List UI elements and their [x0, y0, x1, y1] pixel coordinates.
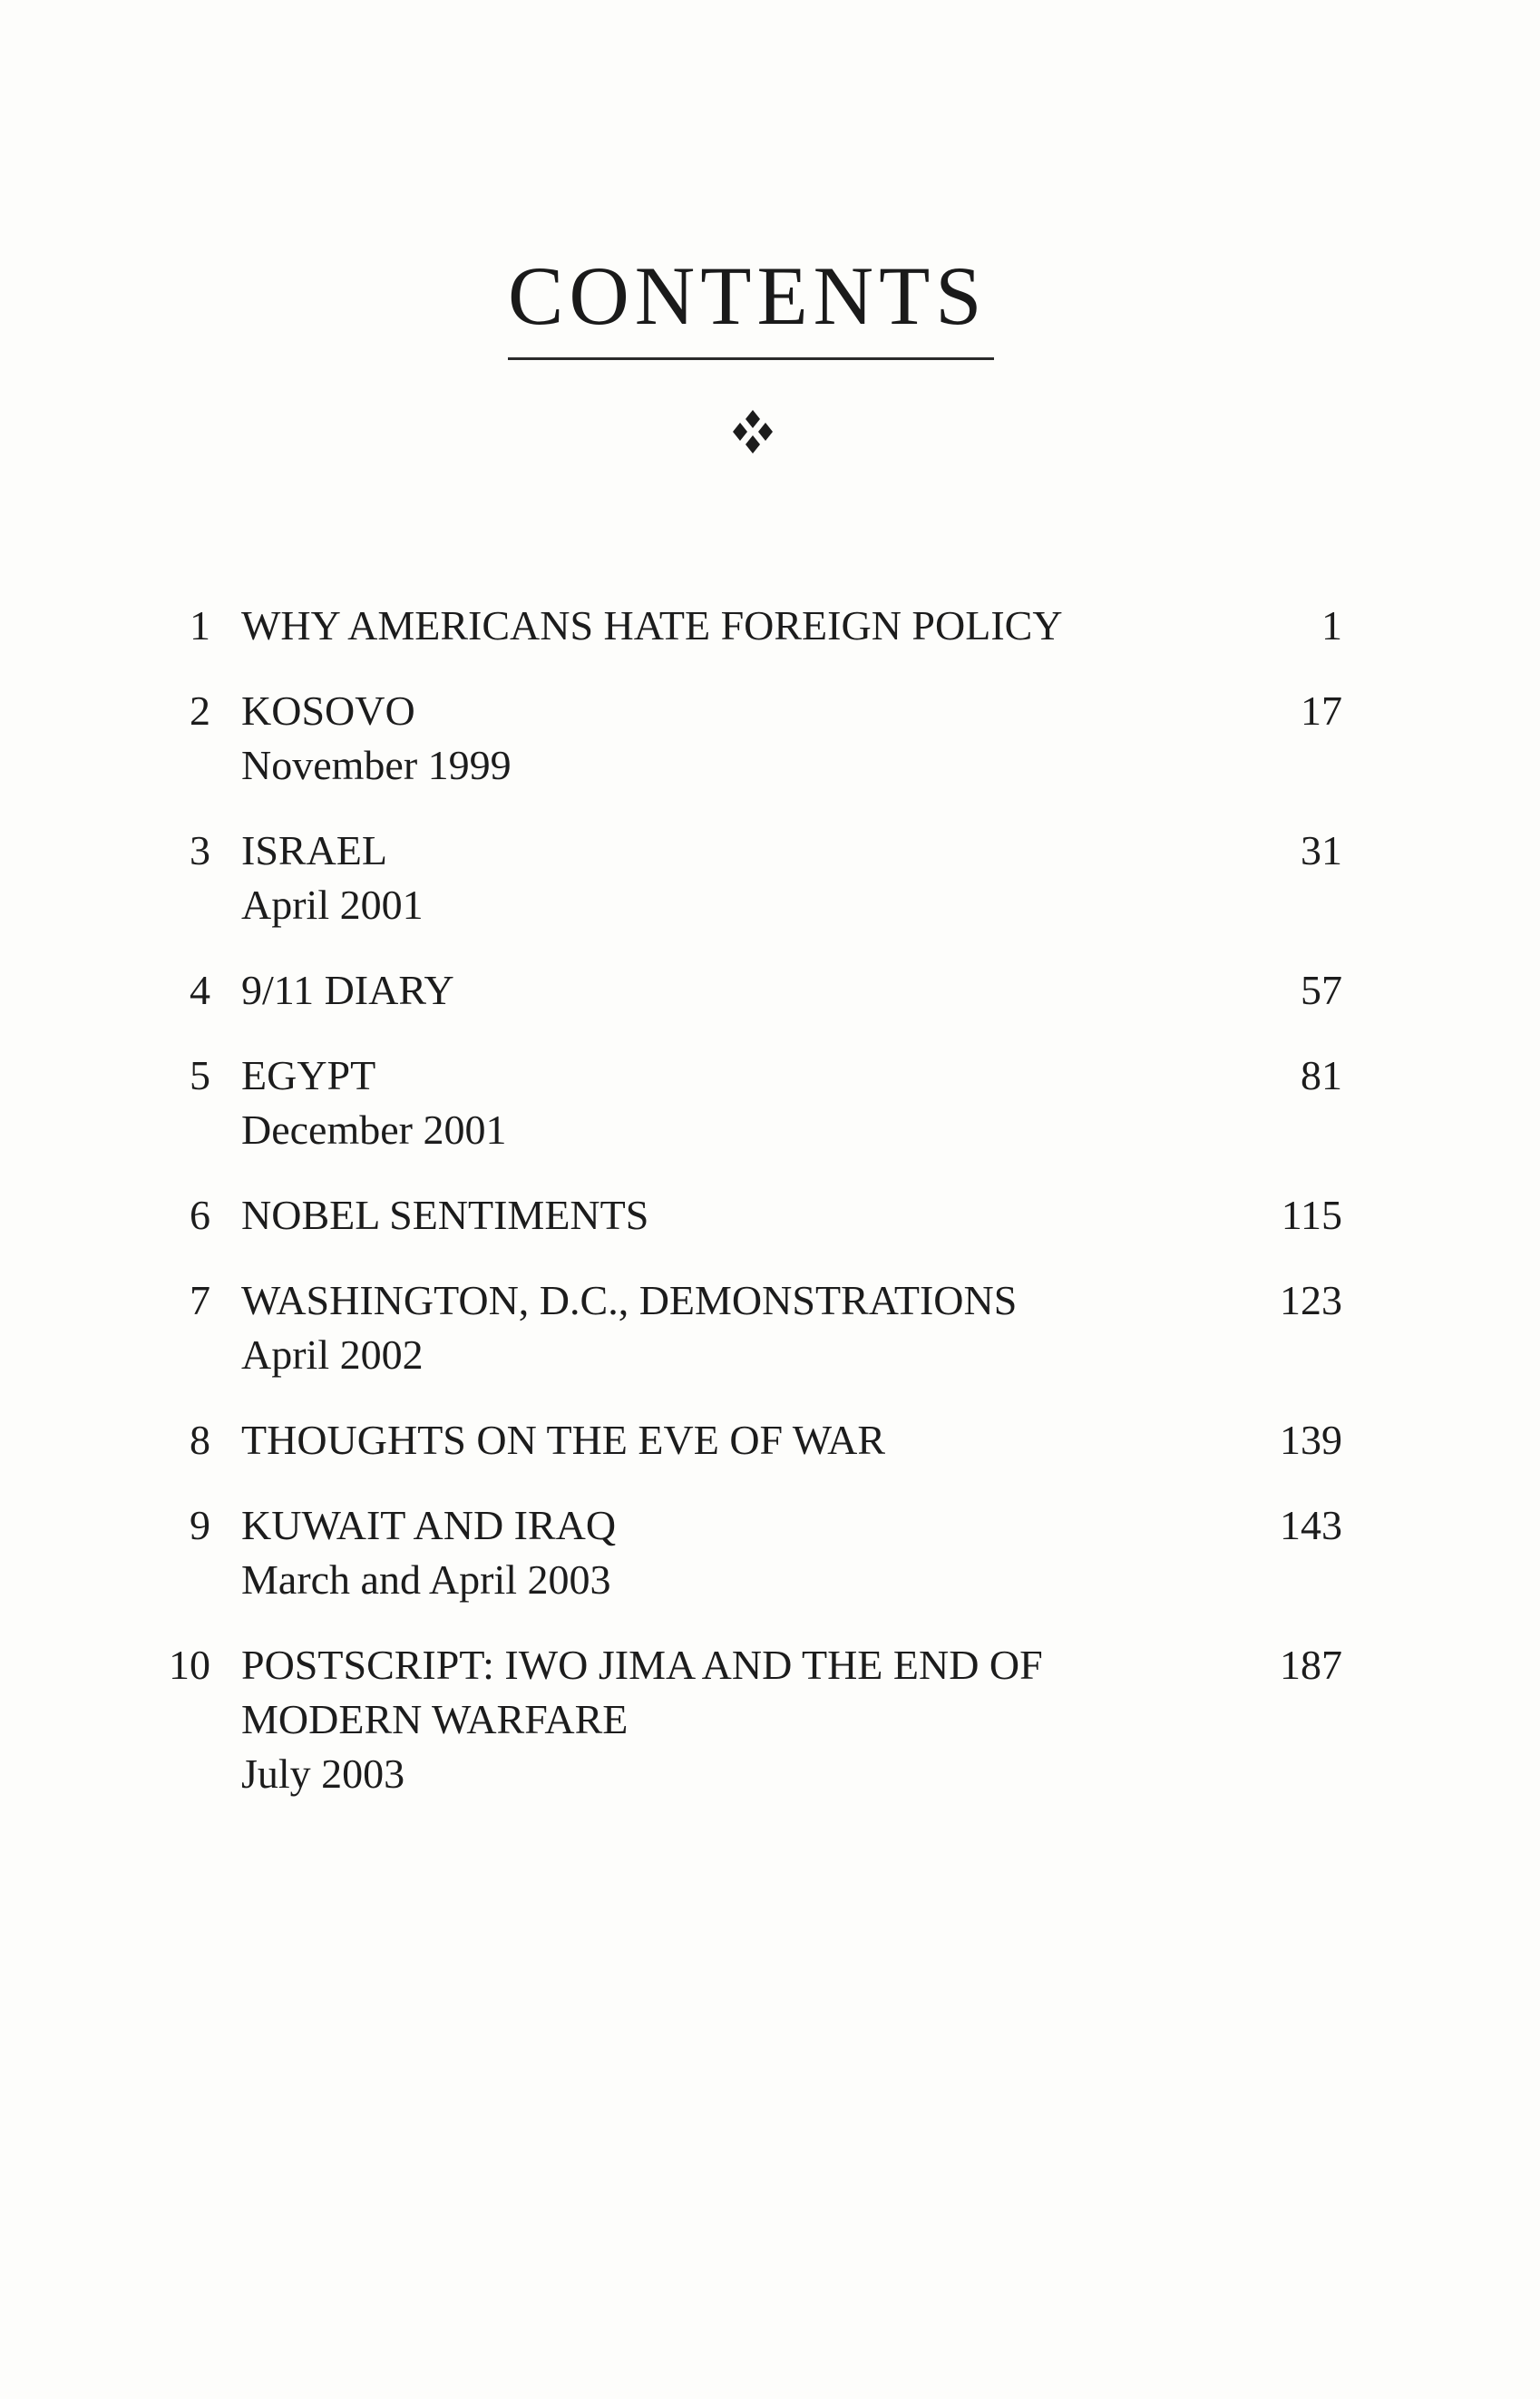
toc-entry [154, 1638, 1342, 1801]
chapter-title: EGYPT [241, 1052, 376, 1098]
page-title: CONTENTS [508, 249, 988, 342]
page-number: 187 [1280, 1642, 1342, 1688]
chapter-title: POSTSCRIPT: IWO JIMA AND THE END OF MODERN WARFARE [241, 1642, 1043, 1742]
chapter-date: April 2002 [241, 1331, 424, 1378]
toc-entry [154, 599, 1342, 653]
chapter-number: 8 [190, 1417, 210, 1463]
toc-entry [154, 963, 1342, 1018]
page-number: 139 [1280, 1417, 1342, 1463]
toc-entry [154, 824, 1342, 932]
toc-entry [154, 1048, 1342, 1157]
page-number: 143 [1280, 1502, 1342, 1548]
page-number: 81 [1301, 1052, 1342, 1098]
table-of-contents [154, 599, 1342, 1832]
chapter-title: 9/11 DIARY [241, 967, 454, 1013]
page-number: 17 [1301, 688, 1342, 734]
chapter-date: April 2001 [241, 882, 424, 928]
page-number: 57 [1301, 967, 1342, 1013]
toc-entry [154, 1273, 1342, 1382]
chapter-title: WASHINGTON, D.C., DEMONSTRATIONS [241, 1277, 1018, 1323]
chapter-title: WHY AMERICANS HATE FOREIGN POLICY [241, 602, 1063, 649]
toc-entry [154, 684, 1342, 793]
chapter-number: 2 [190, 688, 210, 734]
chapter-date: July 2003 [241, 1750, 405, 1797]
chapter-title: ISRAEL [241, 827, 387, 873]
page-number: 1 [1321, 602, 1342, 649]
chapter-number: 7 [190, 1277, 210, 1323]
chapter-number: 3 [190, 827, 210, 873]
chapter-title: KOSOVO [241, 688, 415, 734]
title-underline [508, 357, 994, 360]
chapter-number: 9 [190, 1502, 210, 1548]
page-number: 115 [1281, 1192, 1342, 1238]
chapter-title: THOUGHTS ON THE EVE OF WAR [241, 1417, 886, 1463]
toc-entry [154, 1413, 1342, 1468]
chapter-date: March and April 2003 [241, 1556, 611, 1603]
toc-entry [154, 1188, 1342, 1243]
page-number: 31 [1301, 827, 1342, 873]
toc-entry [154, 1498, 1342, 1607]
chapter-number: 5 [190, 1052, 210, 1098]
chapter-number: 1 [190, 602, 210, 649]
chapter-number: 4 [190, 967, 210, 1013]
chapter-number: 10 [169, 1642, 210, 1688]
four-diamond-ornament-icon [726, 406, 780, 461]
chapter-title: KUWAIT AND IRAQ [241, 1502, 617, 1548]
chapter-number: 6 [190, 1192, 210, 1238]
chapter-date: November 1999 [241, 742, 512, 788]
chapter-title: NOBEL SENTIMENTS [241, 1192, 649, 1238]
page-number: 123 [1280, 1277, 1342, 1323]
chapter-date: December 2001 [241, 1107, 507, 1153]
